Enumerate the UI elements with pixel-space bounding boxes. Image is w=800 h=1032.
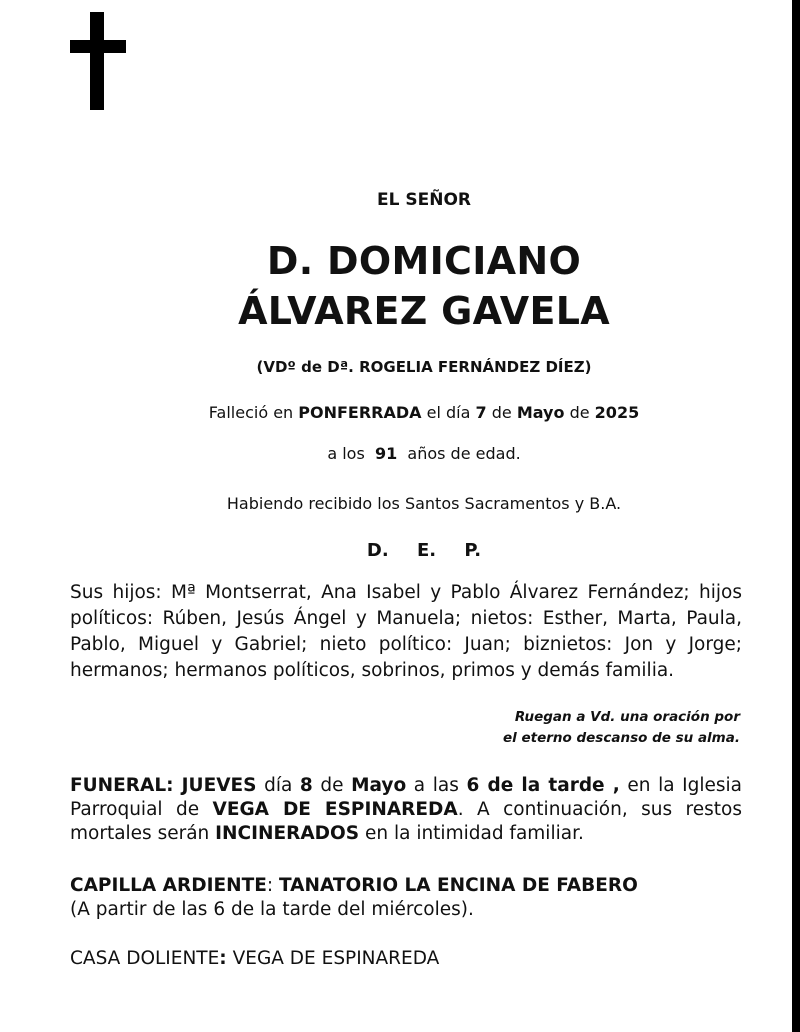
age-line: a los 91 años de edad. (327, 444, 521, 463)
prayer-request: Ruegan a Vd. una oración por el eterno descanso de su alma. (503, 709, 740, 746)
funeral-paragraph: FUNERAL: JUEVES día 8 de Mayo a las 6 de la tarde , en la Iglesia Parroquial de VEGA DE ESPINAREDA. A continuación, sus restos mortales serán INCINERADOS en la intimidad familiar. (70, 775, 742, 844)
mourning-house: CASA DOLIENTE: VEGA DE ESPINAREDA (70, 948, 440, 969)
sacraments-line: Habiendo recibido los Santos Sacramentos y B.A. (226, 494, 622, 513)
chapel-info: CAPILLA ARDIENTE: TANATORIO LA ENCINA DE FABERO (A partir de las 6 de la tarde del miércoles). (70, 875, 638, 920)
death-notice: Falleció en PONFERRADA el día 7 de Mayo de 2025 (208, 403, 640, 422)
dep-line: D. E. P. (366, 540, 482, 561)
name-line-2: ÁLVAREZ GAVELA (238, 289, 610, 333)
deceased-name (0, 236, 800, 336)
widow-of: (VDº de Dª. ROGELIA FERNÁNDEZ DÍEZ) (256, 358, 592, 376)
cross-icon (70, 12, 126, 110)
honorific-title: EL SEÑOR (377, 190, 471, 210)
family-paragraph: Sus hijos: Mª Montserrat, Ana Isabel y Pablo Álvarez Fernández; hijos políticos: Rúben, Jesús Ángel y Manuela; nietos: Esther, Marta, Paula, Pablo, Miguel y Gabriel; nieto político: Juan; biznietos: Jon y Jorge; hermanos; hermanos políticos, sobrinos, primos y demás familia. (70, 582, 742, 681)
name-line-1: D. DOMICIANO (266, 239, 582, 283)
